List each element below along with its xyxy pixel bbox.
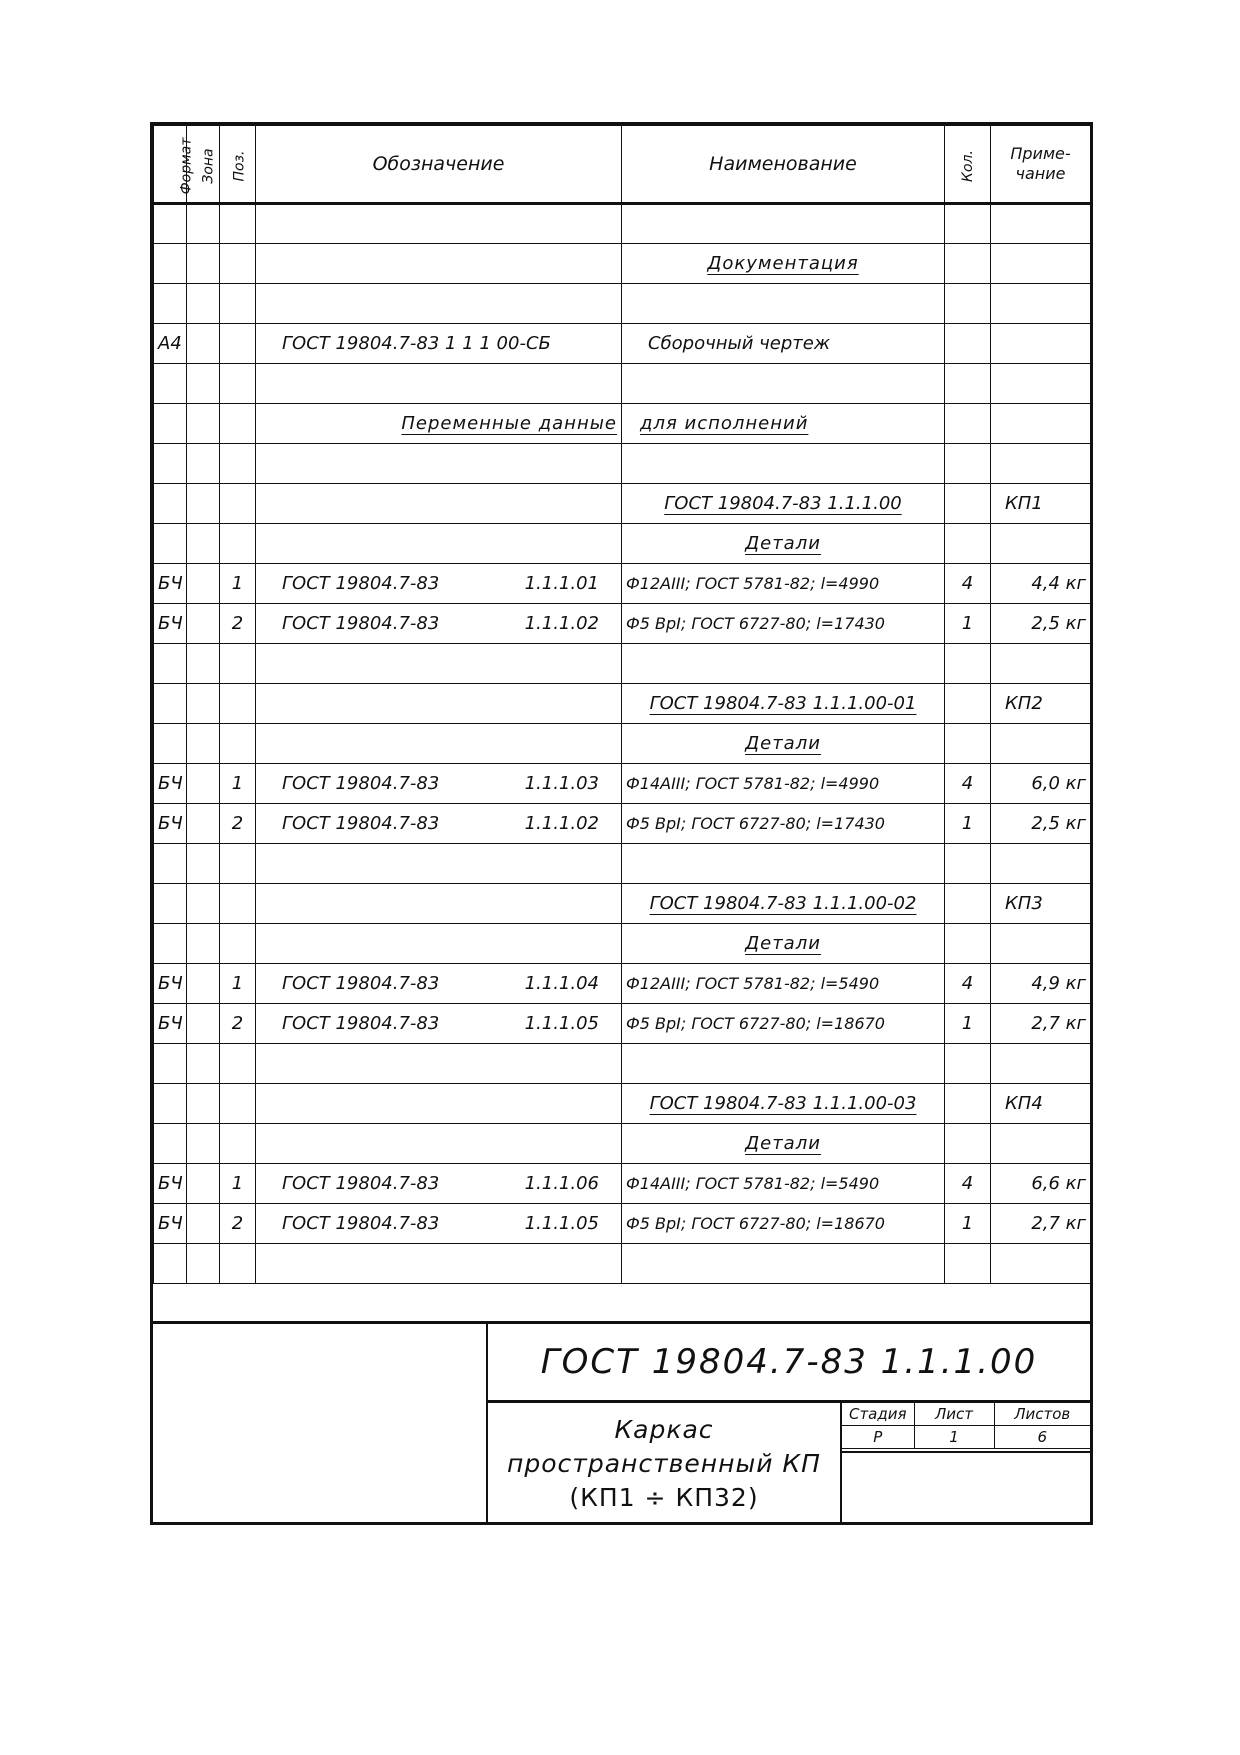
variable-right: для исполнений <box>640 413 809 434</box>
cell-qty: 4 <box>945 964 991 1004</box>
header-pos: Поз. <box>220 126 256 204</box>
title-block-blank <box>153 1324 488 1525</box>
table-row <box>154 1244 1091 1284</box>
table-row <box>154 1204 1091 1244</box>
parts-title-row <box>154 924 1091 964</box>
header-designation: Обозначение <box>256 126 622 204</box>
cell-name: Ф12АIII; ГОСТ 5781-82; l=5490 <box>622 964 945 1004</box>
cell-note: 6,6 кг <box>991 1164 1091 1204</box>
table-row <box>154 204 1091 244</box>
section-row-documentation <box>154 244 1091 284</box>
cell-qty: 1 <box>945 604 991 644</box>
cell-name: Ф12АIII; ГОСТ 5781-82; l=4990 <box>622 564 945 604</box>
cell-pos: 1 <box>220 1164 256 1204</box>
stage-label: Стадия <box>842 1403 914 1426</box>
sheet-label: Лист <box>914 1403 994 1426</box>
specification-table <box>153 125 1091 1284</box>
cell-doc: ГОСТ 19804.7-83 <box>282 613 440 634</box>
cell-note: 2,5 кг <box>991 604 1091 644</box>
parts-title: Детали <box>745 733 821 754</box>
cell-name: Ф5 ВрI; ГОСТ 6727-80; l=17430 <box>622 604 945 644</box>
cell-format: БЧ <box>154 1204 187 1244</box>
spec-sheet <box>150 122 1093 1525</box>
group-note: КП2 <box>991 684 1091 724</box>
group-title: ГОСТ 19804.7-83 1.1.1.00-01 <box>649 693 917 714</box>
group-note: КП3 <box>991 884 1091 924</box>
header-name: Наименование <box>622 126 945 204</box>
document-code: ГОСТ 19804.7-83 1.1.1.00 <box>488 1324 1090 1403</box>
table-row <box>154 804 1091 844</box>
cell-format: БЧ <box>154 804 187 844</box>
parts-title-row <box>154 724 1091 764</box>
cell-code: 1.1.1.05 <box>524 1013 599 1034</box>
cell-code: 1.1.1.03 <box>524 773 599 794</box>
table-header <box>154 126 1091 204</box>
table-row <box>154 1044 1091 1084</box>
cell-format: БЧ <box>154 964 187 1004</box>
table-row <box>154 564 1091 604</box>
cell-code: 1.1.1.05 <box>524 1213 599 1234</box>
cell-format: БЧ <box>154 604 187 644</box>
cell-doc: ГОСТ 19804.7-83 <box>282 1213 440 1234</box>
sheet-info <box>842 1403 1090 1449</box>
cell-name: Сборочный чертеж <box>622 324 945 364</box>
cell-pos: 1 <box>220 764 256 804</box>
group-title: ГОСТ 19804.7-83 1.1.1.00-02 <box>649 893 917 914</box>
table-row <box>154 1164 1091 1204</box>
header-qty: Кол. <box>945 126 991 204</box>
cell-note: 2,7 кг <box>991 1204 1091 1244</box>
sheets-value: 6 <box>994 1426 1090 1449</box>
cell-code: 1.1.1.06 <box>524 1173 599 1194</box>
doc-row <box>154 324 1091 364</box>
cell-pos: 2 <box>220 1204 256 1244</box>
stage-value: Р <box>842 1426 914 1449</box>
cell-qty: 1 <box>945 1004 991 1044</box>
header-note: Приме- чание <box>991 126 1091 204</box>
cell-code: 1.1.1.04 <box>524 973 599 994</box>
table-row <box>154 284 1091 324</box>
cell-name: Ф14АIII; ГОСТ 5781-82; l=5490 <box>622 1164 945 1204</box>
cell-qty: 4 <box>945 1164 991 1204</box>
table-row <box>154 1004 1091 1044</box>
cell-doc: ГОСТ 19804.7-83 <box>282 813 440 834</box>
group-title-row <box>154 484 1091 524</box>
header-zone: Зона <box>187 126 220 204</box>
parts-title: Детали <box>745 1133 821 1154</box>
cell-note: 2,7 кг <box>991 1004 1091 1044</box>
table-row <box>154 644 1091 684</box>
table-row <box>154 964 1091 1004</box>
cell-note: 6,0 кг <box>991 764 1091 804</box>
group-title: ГОСТ 19804.7-83 1.1.1.00-03 <box>649 1093 917 1114</box>
cell-pos: 2 <box>220 804 256 844</box>
cell-name: Ф5 ВрI; ГОСТ 6727-80; l=18670 <box>622 1004 945 1044</box>
cell-code: 1.1.1.02 <box>524 813 599 834</box>
group-title-row <box>154 1084 1091 1124</box>
table-row <box>154 364 1091 404</box>
cell-pos: 1 <box>220 964 256 1004</box>
product-name: Каркас пространственный КП (КП1 ÷ КП32) <box>488 1403 842 1525</box>
cell-format: БЧ <box>154 564 187 604</box>
cell-qty: 4 <box>945 564 991 604</box>
cell-name: Ф5 ВрI; ГОСТ 6727-80; l=17430 <box>622 804 945 844</box>
cell-code: 1.1.1.02 <box>524 613 599 634</box>
table-row <box>154 844 1091 884</box>
sheets-label: Листов <box>994 1403 1090 1426</box>
cell-doc: ГОСТ 19804.7-83 <box>282 973 440 994</box>
header-format: Формат <box>154 126 187 204</box>
cell-doc: ГОСТ 19804.7-83 <box>282 1173 440 1194</box>
cell-name: Ф14АIII; ГОСТ 5781-82; l=4990 <box>622 764 945 804</box>
cell-note: 2,5 кг <box>991 804 1091 844</box>
cell-format: БЧ <box>154 1164 187 1204</box>
parts-title-row <box>154 1124 1091 1164</box>
cell-pos: 1 <box>220 564 256 604</box>
section-title: Документация <box>707 253 859 274</box>
group-title: ГОСТ 19804.7-83 1.1.1.00 <box>664 493 902 514</box>
group-title-row <box>154 884 1091 924</box>
cell-qty: 1 <box>945 1204 991 1244</box>
title-block <box>153 1321 1090 1525</box>
group-note: КП4 <box>991 1084 1091 1124</box>
table-row <box>154 764 1091 804</box>
parts-title: Детали <box>745 933 821 954</box>
parts-title: Детали <box>745 533 821 554</box>
sheet-info-divider <box>842 1451 1090 1453</box>
group-title-row <box>154 684 1091 724</box>
cell-qty: 4 <box>945 764 991 804</box>
cell-pos: 2 <box>220 1004 256 1044</box>
cell-doc: ГОСТ 19804.7-83 <box>282 773 440 794</box>
table-row <box>154 604 1091 644</box>
cell-doc: ГОСТ 19804.7-83 <box>282 573 440 594</box>
cell-qty: 1 <box>945 804 991 844</box>
cell-note: 4,4 кг <box>991 564 1091 604</box>
cell-code: 1.1.1.01 <box>524 573 599 594</box>
sheet-value: 1 <box>914 1426 994 1449</box>
cell-pos: 2 <box>220 604 256 644</box>
cell-format: БЧ <box>154 764 187 804</box>
cell-format: А4 <box>154 324 187 364</box>
group-note: КП1 <box>991 484 1091 524</box>
variable-data-row <box>154 404 1091 444</box>
table-row <box>154 444 1091 484</box>
cell-note: 4,9 кг <box>991 964 1091 1004</box>
cell-format: БЧ <box>154 1004 187 1044</box>
parts-title-row <box>154 524 1091 564</box>
cell-doc: ГОСТ 19804.7-83 <box>282 1013 440 1034</box>
cell-name: Ф5 ВрI; ГОСТ 6727-80; l=18670 <box>622 1204 945 1244</box>
cell-designation: ГОСТ 19804.7-83 1 1 1 00-СБ <box>256 324 622 364</box>
variable-left: Переменные данные <box>401 413 617 434</box>
